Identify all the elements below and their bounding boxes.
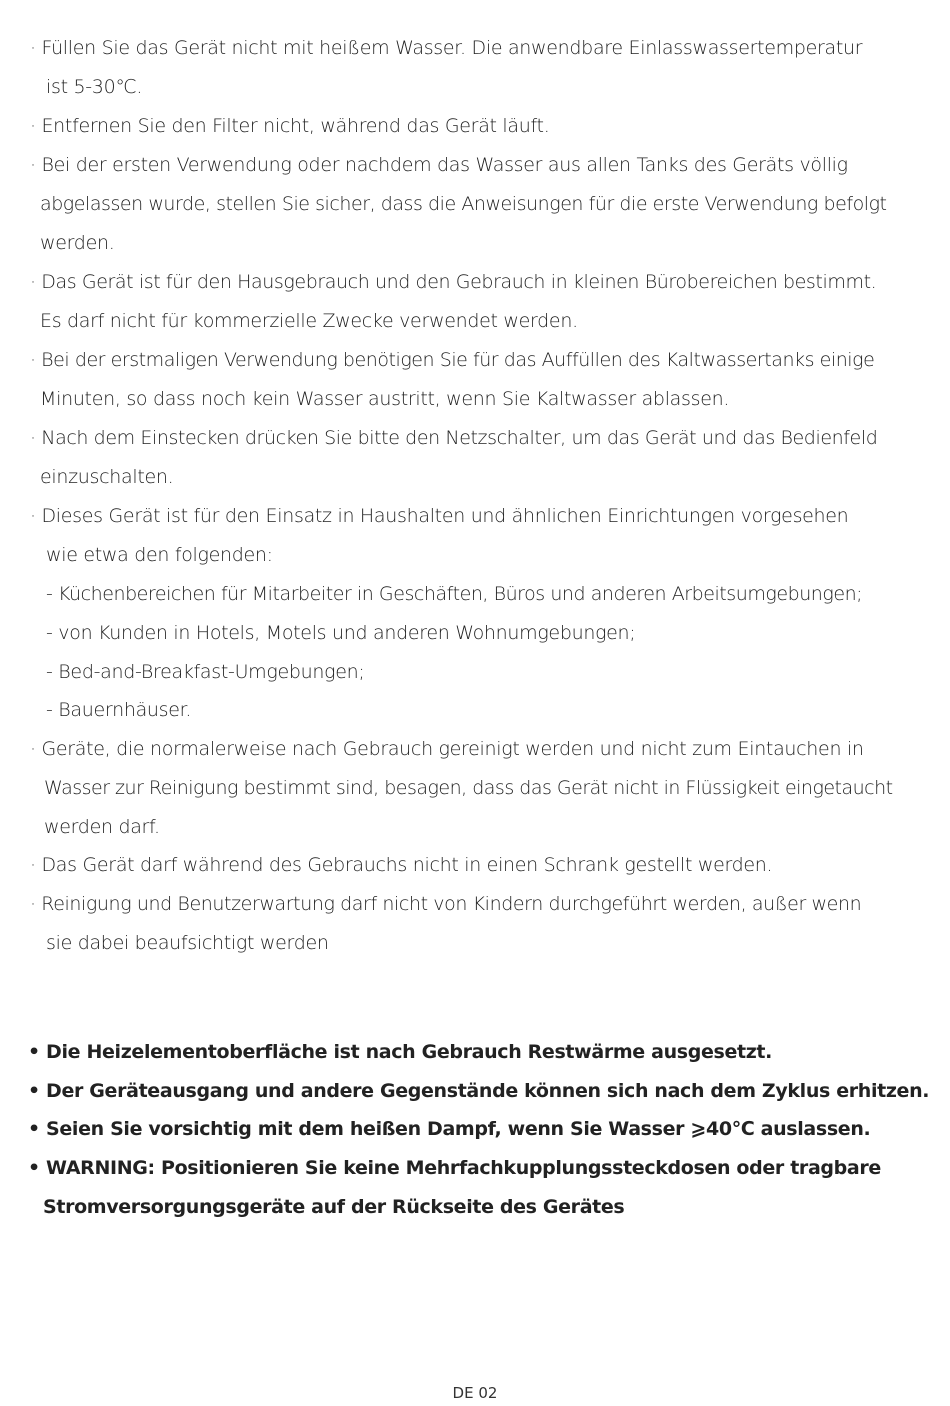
instruction-line-2: ist 5-30℃.: [46, 76, 143, 98]
warning-line-5: Stromversorgungsgeräte auf der Rückseite des Gerätes: [43, 1196, 625, 1218]
instruction-line-1: · Füllen Sie das Gerät nicht mit heißem Wasser. Die anwendbare Einlasswassertemperatur: [30, 37, 863, 59]
instruction-line-6: werden.: [40, 232, 115, 254]
page-number: DE 02: [452, 1384, 498, 1402]
instruction-line-15: - Küchenbereichen für Mitarbeiter in Geschäften, Büros und anderen Arbeitsumgebungen;: [46, 583, 863, 605]
instruction-line-5: abgelassen wurde, stellen Sie sicher, dass die Anweisungen für die erste Verwendung befolgt: [40, 193, 887, 215]
instruction-line-7: · Das Gerät ist für den Hausgebrauch und den Gebrauch in kleinen Bürobereichen bestimmt.: [30, 271, 877, 293]
instruction-line-12: einzuschalten.: [40, 466, 174, 488]
instruction-line-9: · Bei der erstmaligen Verwendung benötigen Sie für das Auffüllen des Kaltwassertanks einige: [30, 349, 875, 371]
warning-line-1: • Die Heizelementoberfläche ist nach Gebrauch Restwärme ausgesetzt.: [28, 1041, 773, 1063]
instruction-line-22: · Das Gerät darf während des Gebrauchs nicht in einen Schrank gestellt werden.: [30, 854, 773, 876]
instruction-line-4: · Bei der ersten Verwendung oder nachdem das Wasser aus allen Tanks des Geräts völlig: [30, 154, 848, 176]
warning-line-4: • WARNING: Positionieren Sie keine Mehrfachkupplungssteckdosen oder tragbare: [28, 1157, 881, 1179]
instruction-line-13: · Dieses Gerät ist für den Einsatz in Haushalten und ähnlichen Einrichtungen vorgesehen: [30, 505, 849, 527]
instruction-line-19: · Geräte, die normalerweise nach Gebrauch gereinigt werden und nicht zum Eintauchen in: [30, 738, 864, 760]
instruction-line-21: werden darf.: [44, 816, 160, 838]
warning-line-2: • Der Geräteausgang und andere Gegenstände können sich nach dem Zyklus erhitzen.: [28, 1080, 930, 1102]
instruction-line-17: - Bed-and-Breakfast-Umgebungen;: [46, 661, 365, 683]
instruction-line-11: · Nach dem Einstecken drücken Sie bitte den Netzschalter, um das Gerät und das Bedienfeld: [30, 427, 878, 449]
instruction-line-8: Es darf nicht für kommerzielle Zwecke verwendet werden.: [40, 310, 578, 332]
instruction-line-14: wie etwa den folgenden:: [46, 544, 273, 566]
instruction-line-18: - Bauernhäuser.: [46, 699, 192, 721]
instruction-line-24: sie dabei beaufsichtigt werden: [46, 932, 329, 954]
instruction-line-10: Minuten, so dass noch kein Wasser austritt, wenn Sie Kaltwasser ablassen.: [40, 388, 730, 410]
instruction-line-20: Wasser zur Reinigung bestimmt sind, besagen, dass das Gerät nicht in Flüssigkeit eingetaucht: [44, 777, 893, 799]
warning-line-3: • Seien Sie vorsichtig mit dem heißen Dampf, wenn Sie Wasser ⩾40℃ auslassen.: [28, 1118, 871, 1140]
instruction-line-3: · Entfernen Sie den Filter nicht, während das Gerät läuft.: [30, 115, 550, 137]
instruction-line-23: · Reinigung und Benutzerwartung darf nicht von Kindern durchgeführt werden, außer wenn: [30, 893, 862, 915]
instruction-line-16: - von Kunden in Hotels, Motels und anderen Wohnumgebungen;: [46, 622, 636, 644]
